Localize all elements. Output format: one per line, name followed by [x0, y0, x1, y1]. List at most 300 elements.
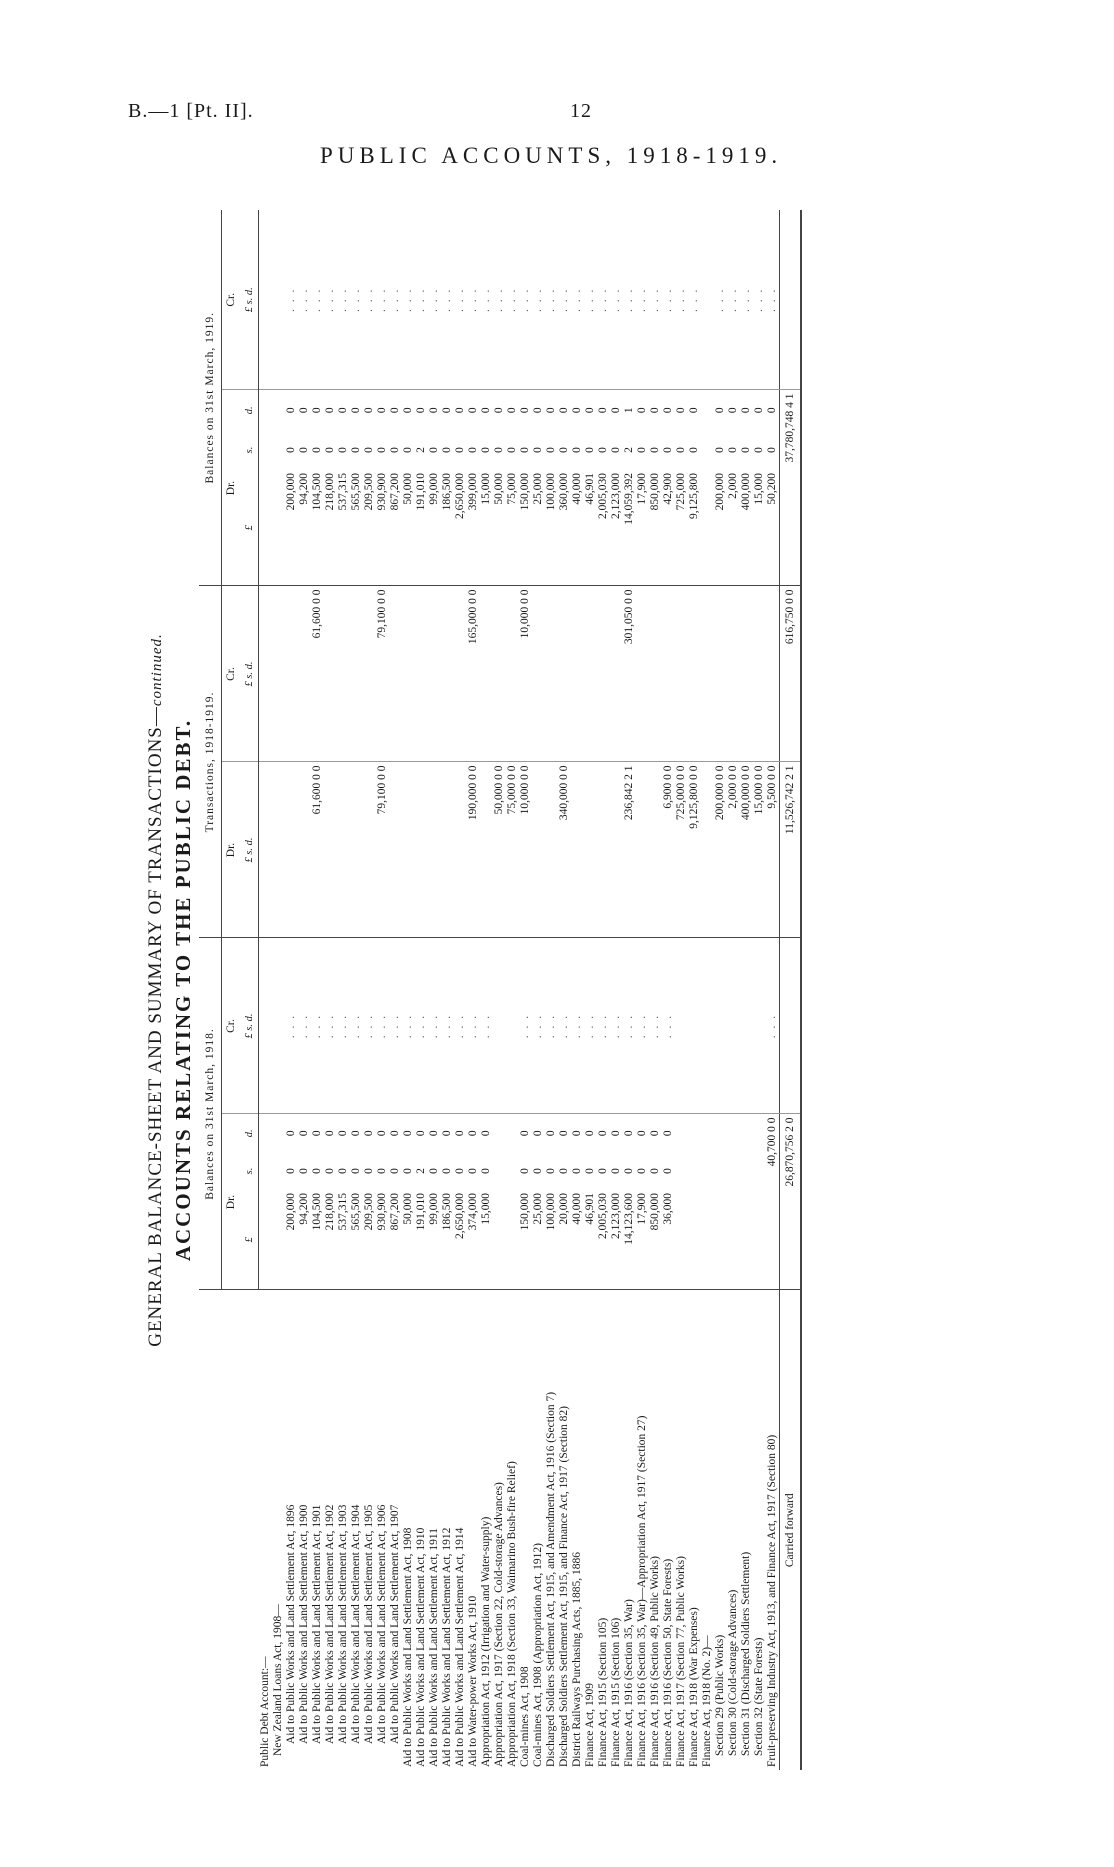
close-dr-pence: 0 [350, 407, 362, 414]
open-cr-header: Cr. [222, 938, 241, 1114]
open-dr-pounds [740, 1190, 753, 1290]
open-dr-shillings: 0 [311, 1168, 323, 1174]
close-cr-amount [311, 210, 324, 390]
open-dr-shillings: 0 [428, 1168, 440, 1174]
trans-cr-amount [636, 586, 649, 762]
close-cr-amount [675, 210, 688, 390]
close-dr-pounds: 46,901 [584, 470, 597, 586]
close-dr-pence: 0 [493, 407, 505, 414]
trans-cr-amount [493, 586, 506, 762]
leader-dots: . . . [441, 287, 453, 312]
close-cr-amount [285, 210, 298, 390]
trans-dr-amount [415, 762, 428, 938]
close-dr-pounds: 50,000 [493, 470, 506, 586]
row-description: Aid to Public Works and Land Settlement Act, 1912 [441, 1527, 453, 1767]
table-row [467, 210, 480, 1770]
row-description: Public Debt Account:— [258, 1656, 271, 1767]
open-cr-amount [740, 938, 753, 1114]
trans-dr-amount: 200,000 0 0 [714, 762, 727, 938]
trans-dr-total: 11,526,742 2 1 [780, 762, 802, 938]
table-row [298, 210, 311, 1770]
row-description: New Zealand Loans Act, 1908— [272, 1604, 284, 1756]
close-cr-amount [350, 210, 363, 390]
open-cr-amount [766, 938, 780, 1114]
row-description: Aid to Public Works and Land Settlement Act, 1914 [454, 1527, 466, 1767]
leader-dots: . . . [649, 287, 661, 312]
open-dr-shillings [753, 1152, 766, 1190]
open-cr-amount [636, 938, 649, 1114]
row-description: Appropriation Act, 1912 (Irrigation and Water-supply) [480, 1516, 492, 1767]
open-dr-pence: 0 [558, 1130, 570, 1137]
open-dr-shillings [688, 1152, 701, 1190]
close-dr-pence [259, 390, 273, 430]
close-dr-pence [272, 390, 285, 430]
trans-dr-amount: 2,000 0 0 [727, 762, 740, 938]
trans-dr-amount: 236,842 2 1 [623, 762, 636, 938]
trans-cr-header: Cr. [222, 586, 241, 762]
open-cr-pounds-unit: £ [243, 1033, 255, 1039]
close-dr-pence: 0 [662, 407, 674, 414]
trans-cr-pounds-unit: £ [243, 681, 255, 687]
trans-cr-amount [272, 586, 285, 762]
leader-dots: . . . [350, 1013, 362, 1039]
open-dr-shillings: 0 [402, 1168, 414, 1174]
leader-dots: . . . [337, 287, 349, 312]
open-dr-pence [675, 1114, 688, 1152]
close-dr-pence: 0 [688, 407, 700, 414]
trans-dr-amount [454, 762, 467, 938]
trans-cr-amount [688, 586, 701, 762]
trans-cr-amount [740, 586, 753, 762]
open-cr-amount [506, 938, 519, 1114]
open-dr-pounds: 36,000 [662, 1190, 675, 1290]
open-dr-pounds: 100,000 [545, 1190, 558, 1290]
trans-cr-amount [350, 586, 363, 762]
trans-cr-amount [649, 586, 662, 762]
open-dr-pounds: 537,315 [337, 1190, 350, 1290]
leader-dots: . . . [376, 287, 388, 312]
open-dr-pence-unit: d. [240, 1114, 259, 1152]
open-dr-pence [688, 1114, 701, 1152]
row-description: Discharged Soldiers Settlement Act, 1915, and Finance Act, 1917 (Section 82) [558, 1405, 570, 1767]
open-cr-pence-unit: d. [243, 1013, 255, 1022]
open-dr-pounds [753, 1190, 766, 1290]
leader-dots: . . . [402, 287, 414, 312]
close-dr-shillings: 0 [519, 447, 531, 453]
close-dr-pounds: 94,200 [298, 470, 311, 586]
close-cr-amount [506, 210, 519, 390]
open-dr-pence: 0 [545, 1130, 557, 1137]
open-dr-shillings: 0 [571, 1168, 583, 1174]
open-cr-amount [415, 938, 428, 1114]
close-dr-pence: 0 [506, 407, 518, 414]
close-dr-pounds: 25,000 [532, 470, 545, 586]
open-dr-pounds: 104,500 [311, 1190, 324, 1290]
table-row [740, 210, 753, 1770]
trans-cr-amount [532, 586, 545, 762]
close-dr-pounds: 200,000 [714, 470, 727, 586]
open-dr-pounds [506, 1190, 519, 1290]
close-dr-shillings: 0 [662, 447, 674, 453]
trans-dr-amount [532, 762, 545, 938]
close-dr-shillings: 0 [571, 447, 583, 453]
open-cr-amount [610, 938, 623, 1114]
close-cr-pounds-unit: £ [243, 307, 255, 313]
open-dr-pence [272, 1114, 285, 1152]
table-row [688, 210, 701, 1770]
trans-cr-amount [324, 586, 337, 762]
leader-dots: . . . [662, 287, 674, 312]
row-description: Coal-mines Act, 1908 [519, 1666, 531, 1767]
trans-cr-amount [441, 586, 454, 762]
trans-dr-amount: 50,000 0 0 [493, 762, 506, 938]
open-dr-total: 26,870,756 2 0 [780, 1114, 802, 1290]
close-cr-amount [636, 210, 649, 390]
close-cr-amount [493, 210, 506, 390]
close-dr-shillings: 0 [597, 447, 609, 453]
open-cr-total [780, 938, 802, 1114]
close-dr-shillings: 0 [428, 447, 440, 453]
close-dr-shillings: 0 [610, 447, 622, 453]
open-dr-pence: 0 [415, 1130, 427, 1137]
open-cr-amount [584, 938, 597, 1114]
carried-forward-label: Carried forward [780, 1290, 802, 1770]
open-cr-amount [389, 938, 402, 1114]
close-dr-shillings: 0 [285, 447, 297, 453]
open-dr-shillings [675, 1152, 688, 1190]
row-description: Finance Act, 1916 (Section 50, State Forests) [662, 1558, 674, 1767]
trans-cr-amount [571, 586, 584, 762]
close-dr-pence: 0 [571, 407, 583, 414]
close-dr-shillings: 0 [532, 447, 544, 453]
close-cr-amount [480, 210, 493, 390]
trans-cr-amount [415, 586, 428, 762]
close-dr-shillings-unit: s. [240, 430, 259, 470]
close-dr-pounds: 565,500 [350, 470, 363, 586]
trans-dr-amount [545, 762, 558, 938]
sheet-caption [145, 210, 167, 1770]
row-description: Finance Act, 1915 (Section 106) [610, 1617, 622, 1767]
close-dr-shillings: 0 [363, 447, 375, 453]
row-description: Aid to Public Works and Land Settlement Act, 1902 [324, 1504, 336, 1744]
open-dr-shillings: 0 [545, 1168, 557, 1174]
close-cr-amount [519, 210, 532, 390]
close-dr-pounds: 15,000 [753, 470, 766, 586]
leader-dots: . . . [649, 1013, 661, 1039]
close-dr-shillings: 0 [441, 447, 453, 453]
open-cr-amount [402, 938, 415, 1114]
leader-dots: . . . [454, 287, 466, 312]
leader-dots: . . . [571, 287, 583, 312]
leader-dots: . . . [545, 287, 557, 312]
trans-cr-unit [240, 586, 259, 762]
leader-dots: . . . [558, 287, 570, 312]
open-cr-amount [441, 938, 454, 1114]
open-dr-pounds [272, 1190, 285, 1290]
leader-dots: . . . [298, 1013, 310, 1039]
open-dr-pounds: 50,000 [402, 1190, 415, 1290]
open-dr-shillings: 0 [610, 1168, 622, 1174]
open-cr-amount [532, 938, 545, 1114]
table-row [571, 210, 584, 1770]
trans-dr-amount [272, 762, 285, 938]
close-cr-amount [324, 210, 337, 390]
close-dr-header: Dr. [222, 390, 241, 586]
open-dr-shillings: 0 [363, 1168, 375, 1174]
leader-dots: . . . [532, 1013, 544, 1039]
row-description: Aid to Public Works and Land Settlement Act, 1903 [337, 1504, 349, 1744]
close-dr-pence: 1 [623, 407, 635, 414]
open-dr-pounds: 209,500 [363, 1190, 376, 1290]
close-balance-header: Balances on 31st March, 1919. [199, 210, 222, 586]
table-row [701, 210, 714, 1770]
close-cr-amount [363, 210, 376, 390]
close-cr-amount [428, 210, 441, 390]
close-dr-shillings: 0 [402, 447, 414, 453]
close-dr-pounds: 218,000 [324, 470, 337, 586]
close-dr-total: 37,780,748 4 1 [780, 390, 802, 586]
close-dr-shillings: 0 [740, 447, 752, 453]
page-title: PUBLIC ACCOUNTS, 1918-1919. [320, 143, 783, 168]
open-dr-amount: 40,700 0 0 [766, 1114, 780, 1290]
table-row [532, 210, 545, 1770]
close-dr-pence: 0 [454, 407, 466, 414]
trans-dr-unit [240, 762, 259, 938]
open-cr-amount [714, 938, 727, 1114]
table-body [259, 210, 780, 1770]
open-dr-pence: 0 [454, 1130, 466, 1137]
leader-dots: . . . [363, 1013, 375, 1039]
close-cr-amount [376, 210, 389, 390]
open-cr-amount [363, 938, 376, 1114]
close-cr-amount [441, 210, 454, 390]
trans-dr-amount [363, 762, 376, 938]
close-dr-shillings: 0 [636, 447, 648, 453]
open-dr-pounds: 46,901 [584, 1190, 597, 1290]
leader-dots: . . . [519, 1013, 531, 1039]
close-cr-amount [532, 210, 545, 390]
close-dr-pounds: 14,059,392 [623, 470, 636, 586]
close-dr-shillings: 0 [766, 447, 778, 453]
close-dr-shillings: 0 [675, 447, 687, 453]
open-dr-pounds: 25,000 [532, 1190, 545, 1290]
row-description: Finance Act, 1916 (Section 35, War)—Appropriation Act, 1917 (Section 27) [636, 1415, 648, 1767]
open-dr-pounds [259, 1190, 273, 1290]
open-dr-pounds: 867,200 [389, 1190, 402, 1290]
close-dr-shillings: 0 [337, 447, 349, 453]
leader-dots: . . . [389, 287, 401, 312]
trans-dr-amount [649, 762, 662, 938]
row-description: Finance Act, 1916 (Section 35, War) [623, 1599, 635, 1767]
leader-dots: . . . [662, 1013, 674, 1039]
open-cr-amount [493, 938, 506, 1114]
close-dr-shillings: 0 [311, 447, 323, 453]
close-dr-pence: 0 [467, 407, 479, 414]
open-cr-amount [428, 938, 441, 1114]
open-cr-amount [324, 938, 337, 1114]
open-dr-pounds: 186,500 [441, 1190, 454, 1290]
close-dr-pence: 0 [519, 407, 531, 414]
leader-dots: . . . [311, 287, 323, 312]
close-dr-pence: 0 [727, 407, 739, 414]
trans-cr-amount: 79,100 0 0 [376, 586, 389, 762]
trans-dr-amount: 6,900 0 0 [662, 762, 675, 938]
close-dr-pence: 0 [649, 407, 661, 414]
table-row [285, 210, 298, 1770]
trans-dr-amount [350, 762, 363, 938]
table-row [610, 210, 623, 1770]
open-dr-pounds: 2,650,000 [454, 1190, 467, 1290]
leader-dots: . . . [363, 287, 375, 312]
close-dr-pence [701, 390, 714, 430]
table-row [558, 210, 571, 1770]
close-cr-shillings-unit: s. [243, 297, 255, 305]
table-row [324, 210, 337, 1770]
close-dr-shillings [259, 430, 273, 470]
open-cr-amount [519, 938, 532, 1114]
leader-dots: . . . [727, 287, 739, 312]
close-dr-pounds-unit: £ [240, 470, 259, 586]
close-cr-amount [597, 210, 610, 390]
leader-dots: . . . [441, 1013, 453, 1039]
open-dr-shillings: 0 [376, 1168, 388, 1174]
trans-cr-amount: 61,600 0 0 [311, 586, 324, 762]
open-dr-pounds: 15,000 [480, 1190, 493, 1290]
leader-dots: . . . [636, 1013, 648, 1039]
leader-dots: . . . [324, 287, 336, 312]
close-dr-pounds: 209,500 [363, 470, 376, 586]
row-description: Section 29 (Public Works) [714, 1634, 726, 1756]
close-dr-pence: 0 [597, 407, 609, 414]
table-row [623, 210, 636, 1770]
close-cr-amount [558, 210, 571, 390]
trans-cr-amount [298, 586, 311, 762]
close-dr-shillings: 2 [415, 447, 427, 453]
open-dr-pence [740, 1114, 753, 1152]
close-cr-amount [714, 210, 727, 390]
trans-dr-amount: 9,500 0 0 [766, 762, 780, 938]
row-description: Appropriation Act, 1918 (Section 33, Waimarino Bush-fire Relief) [506, 1461, 518, 1767]
open-cr-amount [753, 938, 766, 1114]
open-dr-pence: 0 [623, 1130, 635, 1137]
open-cr-amount [272, 938, 285, 1114]
open-dr-shillings: 0 [597, 1168, 609, 1174]
trans-dr-amount [597, 762, 610, 938]
table-row [454, 210, 467, 1770]
table-row [727, 210, 740, 1770]
close-dr-pounds: 100,000 [545, 470, 558, 586]
open-dr-pounds: 17,900 [636, 1190, 649, 1290]
open-dr-shillings [506, 1152, 519, 1190]
close-dr-shillings: 0 [389, 447, 401, 453]
open-dr-shillings [740, 1152, 753, 1190]
leader-dots: . . . [688, 287, 700, 312]
open-dr-pounds [727, 1190, 740, 1290]
close-dr-pence: 0 [376, 407, 388, 414]
trans-dr-amount [298, 762, 311, 938]
leader-dots: . . . [740, 287, 752, 312]
trans-cr-amount [480, 586, 493, 762]
trans-dr-header: Dr. [222, 762, 241, 938]
row-description: Aid to Public Works and Land Settlement Act, 1896 [285, 1504, 297, 1744]
close-cr-unit [240, 210, 259, 390]
leader-dots: . . . [519, 287, 531, 312]
trans-dr-amount [337, 762, 350, 938]
open-cr-amount [454, 938, 467, 1114]
close-dr-shillings: 0 [558, 447, 570, 453]
leader-dots: . . . [636, 287, 648, 312]
leader-dots: . . . [480, 287, 492, 312]
close-cr-amount [584, 210, 597, 390]
close-dr-pounds: 399,000 [467, 470, 480, 586]
trans-cr-amount [714, 586, 727, 762]
leader-dots: . . . [584, 287, 596, 312]
trans-dr-amount [571, 762, 584, 938]
leader-dots: . . . [675, 287, 687, 312]
close-dr-pounds: 537,315 [337, 470, 350, 586]
close-cr-amount [766, 210, 780, 390]
close-dr-pence: 0 [402, 407, 414, 414]
close-dr-shillings: 0 [454, 447, 466, 453]
trans-dr-amount: 190,000 0 0 [467, 762, 480, 938]
close-dr-shillings: 0 [350, 447, 362, 453]
close-dr-pence-unit: d. [240, 390, 259, 430]
open-dr-shillings: 0 [324, 1168, 336, 1174]
trans-dr-amount [428, 762, 441, 938]
open-dr-pence: 0 [363, 1130, 375, 1137]
row-description: Appropriation Act, 1917 (Section 22, Cold-storage Advances) [493, 1482, 505, 1767]
close-cr-amount [571, 210, 584, 390]
trans-dr-amount: 79,100 0 0 [376, 762, 389, 938]
open-dr-pence: 0 [636, 1130, 648, 1137]
close-dr-shillings: 0 [298, 447, 310, 453]
table-row [363, 210, 376, 1770]
table-row [337, 210, 350, 1770]
table-row [545, 210, 558, 1770]
open-dr-shillings: 0 [584, 1168, 596, 1174]
row-description: District Railways Purchasing Acts, 1885, 1886 [571, 1552, 583, 1767]
table-row [350, 210, 363, 1770]
close-dr-pence: 0 [636, 407, 648, 414]
row-description: Finance Act, 1916 (Section 49, Public Works) [649, 1556, 661, 1767]
trans-dr-amount [259, 762, 273, 938]
row-description: Aid to Public Works and Land Settlement Act, 1904 [350, 1504, 362, 1744]
row-description: Aid to Public Works and Land Settlement Act, 1907 [389, 1504, 401, 1744]
close-cr-amount [688, 210, 701, 390]
trans-dr-amount [324, 762, 337, 938]
open-dr-shillings [259, 1152, 273, 1190]
leader-dots: . . . [389, 1013, 401, 1039]
close-dr-pounds: 2,000 [727, 470, 740, 586]
table-row [376, 210, 389, 1770]
table-row [259, 210, 273, 1770]
trans-cr-amount [675, 586, 688, 762]
close-dr-pence: 0 [285, 407, 297, 414]
close-dr-pounds: 186,500 [441, 470, 454, 586]
table-row [311, 210, 324, 1770]
leader-dots: . . . [454, 1013, 466, 1039]
open-dr-shillings: 0 [636, 1168, 648, 1174]
leader-dots: . . . [428, 1013, 440, 1039]
close-dr-pounds: 2,650,000 [454, 470, 467, 586]
open-dr-shillings [272, 1152, 285, 1190]
open-cr-amount [597, 938, 610, 1114]
open-dr-pounds: 150,000 [519, 1190, 532, 1290]
trans-dr-amount: 725,000 0 0 [675, 762, 688, 938]
row-description: Aid to Public Works and Land Settlement Act, 1908 [402, 1527, 414, 1767]
open-dr-pounds [688, 1190, 701, 1290]
close-dr-pence: 0 [480, 407, 492, 414]
